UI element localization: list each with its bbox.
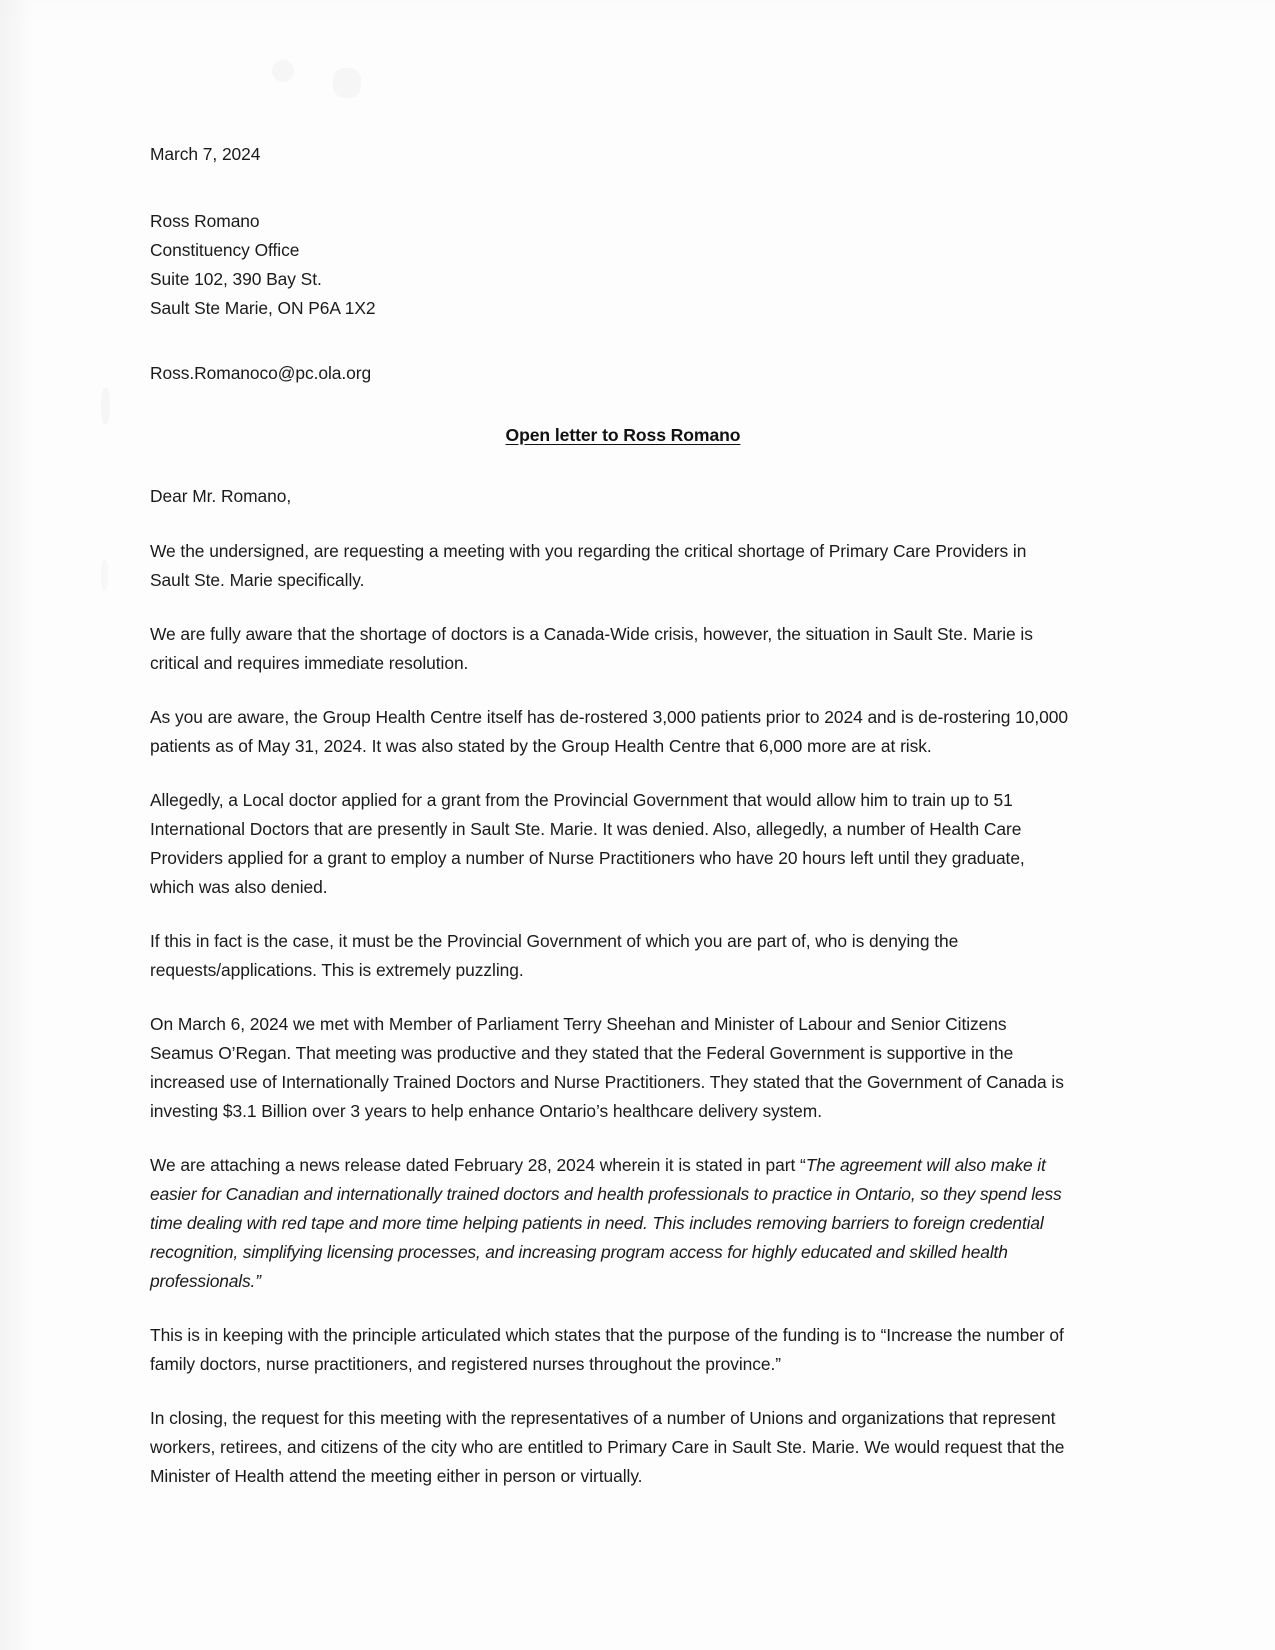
recipient-name: Ross Romano bbox=[150, 211, 260, 231]
letter-date: March 7, 2024 bbox=[150, 144, 261, 164]
scan-smudge-icon bbox=[101, 388, 110, 424]
letter-title-container bbox=[150, 422, 1070, 448]
recipient-address-block bbox=[150, 207, 1070, 323]
news-release-closing-quote-mark: ” bbox=[255, 1271, 261, 1291]
body-paragraph: We are fully aware that the shortage of doctors is a Canada-Wide crisis, however, the situation in Sault Ste. Marie is critical and requires immediate resolution. bbox=[150, 624, 1033, 673]
body-paragraph: As you are aware, the Group Health Centre itself has de-rostered 3,000 patients prior to 2024 and is de-rostering 10,000 patients as of May 31, 2024. It was also stated by the Group Health Centre that 6,000 more are at risk. bbox=[150, 707, 1068, 756]
news-release-paragraph bbox=[150, 1151, 1070, 1296]
body-paragraph: We the undersigned, are requesting a meeting with you regarding the critical shortage of Primary Care Providers in Sault Ste. Marie specifically. bbox=[150, 541, 1027, 590]
salutation: Dear Mr. Romano, bbox=[150, 486, 292, 506]
scan-smudge-icon bbox=[101, 560, 108, 590]
letter-title: Open letter to Ross Romano bbox=[505, 425, 741, 445]
body-paragraph: Allegedly, a Local doctor applied for a grant from the Provincial Government that would allow him to train up to 51 International Doctors that are presently in Sault Ste. Marie. It was denied. Also, allegedly, a number of Health Care Providers applied for a grant to employ a number of Nurse Practitioners who have 20 hours left until they graduate, which was also denied. bbox=[150, 790, 1025, 897]
body-paragraph: In closing, the request for this meeting with the representatives of a number of Unions and organizations that represent workers, retirees, and citizens of the city who are entitled to Primary Care in Sault Ste. Marie. We would request that the Minister of Health attend the meeting either in person or virtually. bbox=[150, 1408, 1065, 1486]
scan-smudge-icon bbox=[333, 68, 361, 98]
recipient-street: Suite 102, 390 Bay St. bbox=[150, 269, 322, 289]
recipient-office: Constituency Office bbox=[150, 240, 300, 260]
recipient-email: Ross.Romanoco@pc.ola.org bbox=[150, 363, 372, 383]
news-release-quote: The agreement will also make it easier for Canadian and internationally trained doctors and health professionals to practice in Ontario, so they spend less time dealing with red tape and more time helping patients in need. This includes removing barriers to foreign credential recognition, simplifying licensing processes, and increasing program access for highly educated and skilled health professionals. bbox=[150, 1155, 1062, 1291]
body-paragraph: On March 6, 2024 we met with Member of Parliament Terry Sheehan and Minister of Labour and Senior Citizens Seamus O’Regan. That meeting was productive and they stated that the Federal Government is supportive in the increased use of Internationally Trained Doctors and Nurse Practitioners. They stated that the Government of Canada is investing $3.1 Billion over 3 years to help enhance Ontario’s healthcare delivery system. bbox=[150, 1014, 1064, 1121]
body-paragraph: If this in fact is the case, it must be the Provincial Government of which you are part of, who is denying the requests/applications. This is extremely puzzling. bbox=[150, 931, 959, 980]
news-release-lead-in: We are attaching a news release dated February 28, 2024 wherein it is stated in part “ bbox=[150, 1155, 806, 1175]
body-paragraph: This is in keeping with the principle articulated which states that the purpose of the funding is to “Increase the number of family doctors, nurse practitioners, and registered nurses throughout the province.” bbox=[150, 1325, 1064, 1374]
letter-body bbox=[150, 140, 1070, 1491]
scan-smudge-icon bbox=[272, 60, 294, 82]
recipient-city-line: Sault Ste Marie, ON P6A 1X2 bbox=[150, 298, 376, 318]
